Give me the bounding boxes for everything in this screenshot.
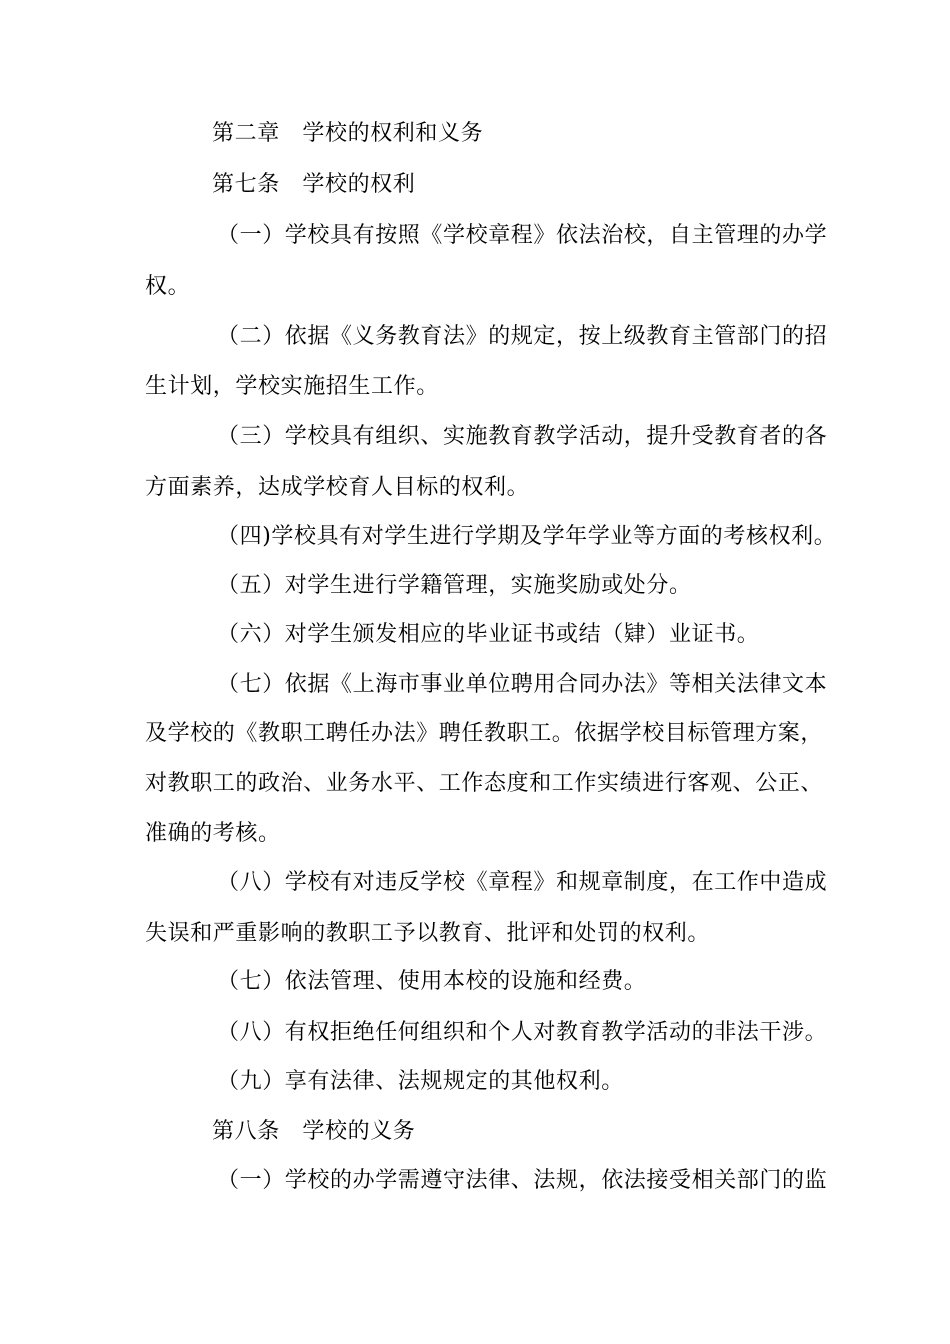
paragraph-line: 及学校的《教职工聘任办法》聘任教职工。依据学校目标管理方案， (145, 721, 824, 746)
article-heading: 第八条 学校的义务 (212, 1119, 416, 1144)
article-heading: 第七条 学校的权利 (212, 172, 416, 197)
paragraph-line: （七）依法管理、使用本校的设施和经费。 (217, 969, 647, 994)
paragraph-line: （四)学校具有对学生进行学期及学年学业等方面的考核权利。 (217, 524, 837, 549)
paragraph-line: （三）学校具有组织、实施教育教学活动，提升受教育者的各 (217, 424, 828, 449)
paragraph-line: （六）对学生颁发相应的毕业证书或结（肄）业证书。 (217, 622, 760, 647)
chapter-heading: 第二章 学校的权利和义务 (212, 121, 484, 146)
paragraph-line: （一）学校具有按照《学校章程》依法治校，自主管理的办学 (217, 223, 828, 248)
paragraph-line: （八）有权拒绝任何组织和个人对教育教学活动的非法干涉。 (217, 1020, 828, 1045)
paragraph-line: 准确的考核。 (145, 821, 281, 846)
paragraph-line: （七）依据《上海市事业单位聘用合同办法》等相关法律文本 (217, 672, 828, 697)
paragraph-line: （二）依据《义务教育法》的规定，按上级教育主管部门的招 (217, 324, 828, 349)
paragraph-line: 生计划，学校实施招生工作。 (145, 374, 439, 399)
paragraph-line: （五）对学生进行学籍管理，实施奖励或处分。 (217, 573, 692, 598)
paragraph-line: 失误和严重影响的教职工予以教育、批评和处罚的权利。 (145, 921, 711, 946)
paragraph-line: 权。 (145, 274, 191, 299)
paragraph-line: （九）享有法律、法规规定的其他权利。 (217, 1069, 624, 1094)
paragraph-line: （八）学校有对违反学校《章程》和规章制度，在工作中造成 (217, 870, 828, 895)
paragraph-line: （一）学校的办学需遵守法律、法规，依法接受相关部门的监 (217, 1168, 828, 1193)
paragraph-line: 方面素养，达成学校育人目标的权利。 (145, 475, 530, 500)
paragraph-line: 对教职工的政治、业务水平、工作态度和工作实绩进行客观、公正、 (145, 771, 824, 796)
